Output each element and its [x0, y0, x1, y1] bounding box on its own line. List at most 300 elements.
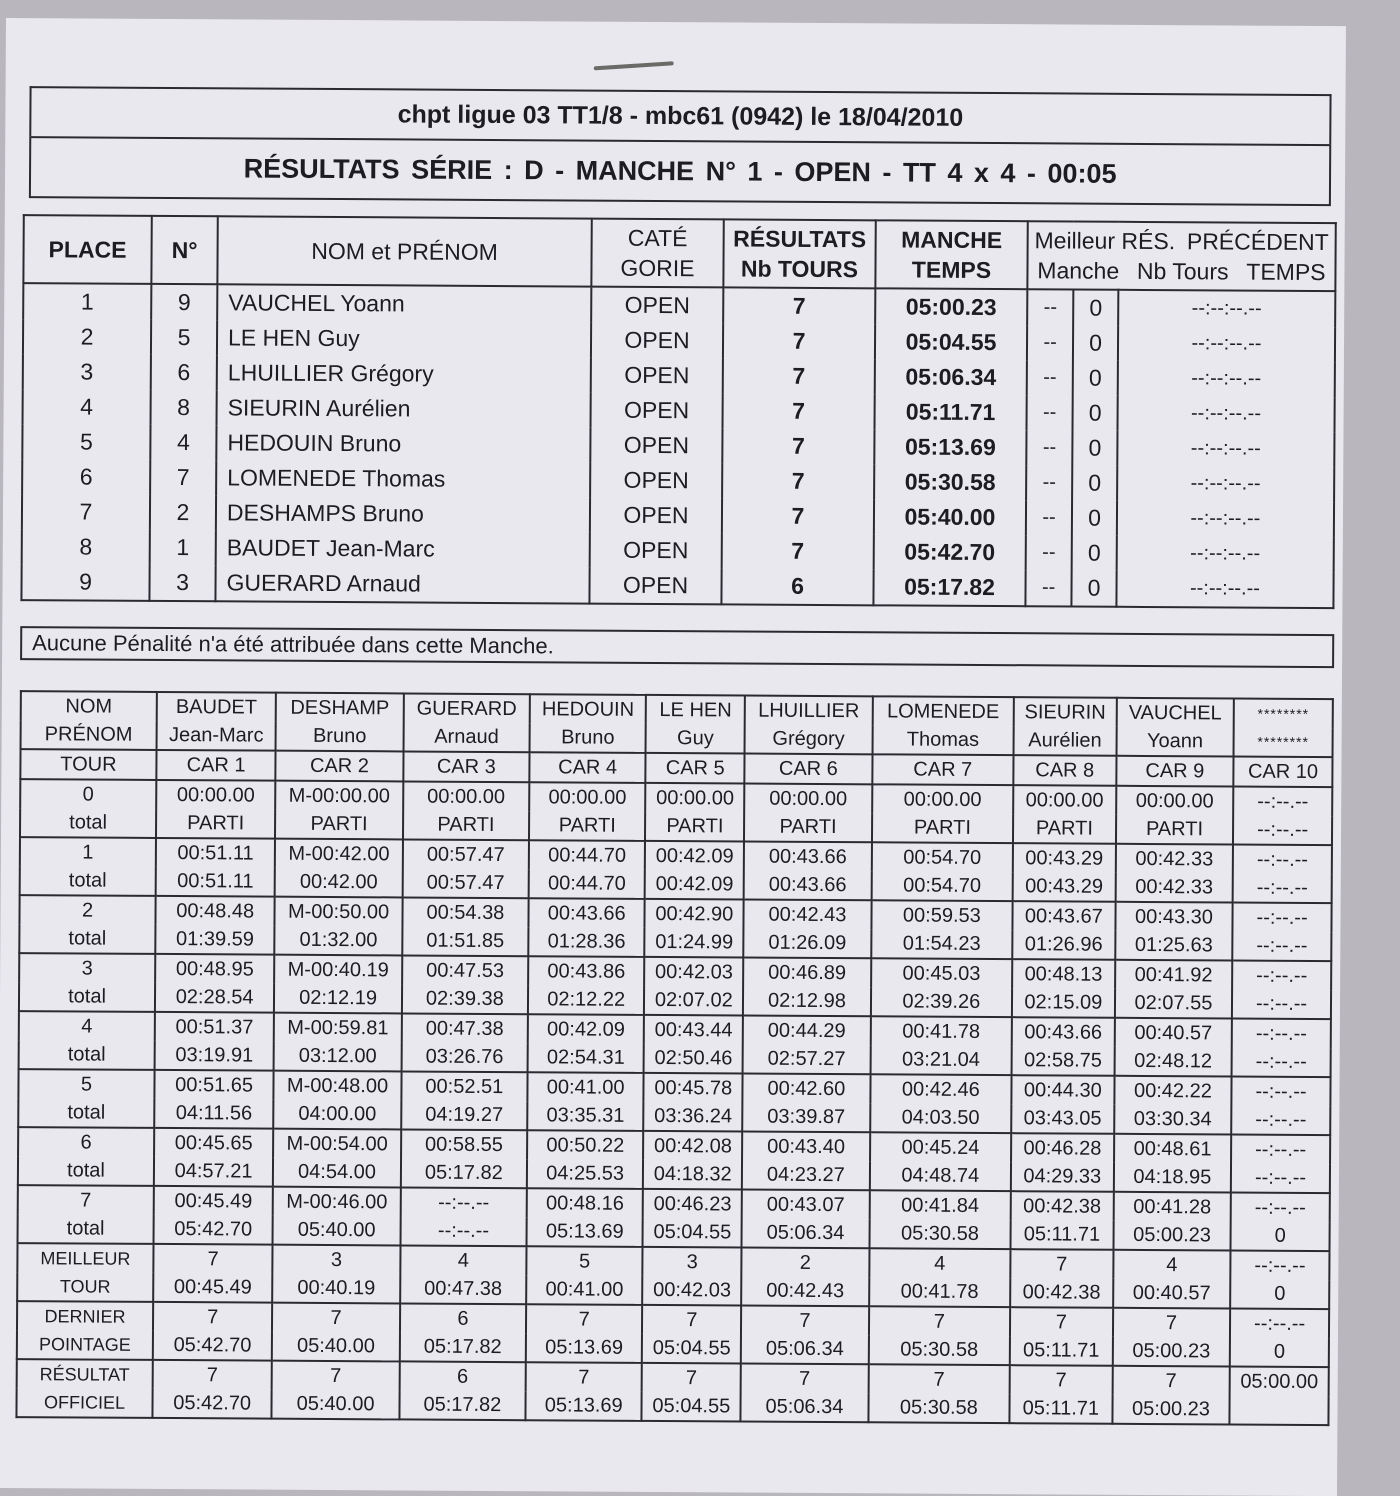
place-cell: 1 [23, 283, 151, 320]
lap-total: 0 [1231, 1222, 1330, 1252]
lap-time: 00:43.40 [742, 1132, 870, 1162]
lap-time: 00:42.22 [1114, 1076, 1232, 1106]
lap-sublabel: total [19, 924, 155, 954]
best-tours-cell: 0 [1072, 501, 1117, 536]
lap-time: --:--.-- [1230, 1309, 1329, 1339]
lap-time: --:--.-- [1231, 1251, 1330, 1281]
lap-time: 00:43.66 [528, 898, 645, 928]
penalty-note: Aucune Pénalité n'a été attribuée dans cette Manche. [20, 626, 1334, 668]
lap-total: 05:00.23 [1113, 1221, 1231, 1251]
driver-firstname: ******** [1234, 728, 1333, 758]
lap-total: 05:06.34 [742, 1219, 870, 1249]
lap-total: 01:51.85 [402, 926, 528, 956]
lap-total: 04:57.21 [154, 1157, 273, 1187]
lap-time: 7 [272, 1361, 400, 1391]
place-cell: 9 [21, 564, 149, 601]
lap-time: 00:48.16 [527, 1188, 644, 1218]
lap-total: 05:06.34 [741, 1393, 869, 1423]
lap-time: 00:00.00 [872, 784, 1013, 814]
lap-time: 00:47.38 [402, 1013, 528, 1043]
lap-time: 4 [869, 1248, 1010, 1278]
lap-total: 05:40.00 [273, 1216, 401, 1246]
lap-total: 00:42.00 [275, 868, 403, 898]
lap-time: 4 [1113, 1250, 1231, 1280]
lap-total: PARTI [645, 812, 744, 842]
lap-time: 7 [642, 1363, 741, 1393]
tours-cell: 7 [723, 323, 875, 359]
lap-total: PARTI [872, 813, 1013, 843]
lap-time: 7 [526, 1362, 643, 1392]
col-place: PLACE [23, 215, 151, 284]
lap-time: 00:45.24 [870, 1132, 1011, 1162]
driver-firstname: Bruno [529, 723, 646, 753]
lap-label: 5 [18, 1069, 154, 1099]
lap-time: 7 [1113, 1308, 1231, 1338]
lap-time: --:--.-- [1233, 787, 1332, 817]
lap-time: 00:43.07 [742, 1190, 870, 1220]
nom-header: NOM [21, 691, 157, 721]
lap-time: 7 [1112, 1366, 1230, 1396]
place-cell: 6 [22, 459, 150, 495]
lap-time: 6 [400, 1303, 526, 1333]
lap-time: 00:00.00 [403, 781, 529, 811]
driver-firstname: Thomas [872, 725, 1013, 755]
lap-total: --:--.-- [1233, 816, 1332, 846]
lap-time: 00:42.46 [870, 1074, 1011, 1104]
lap-total: 04:23.27 [742, 1161, 870, 1191]
lap-time: 00:45.49 [154, 1186, 273, 1216]
number-cell: 7 [150, 460, 216, 495]
car-label: CAR 9 [1116, 756, 1234, 787]
lap-time: 00:43.30 [1115, 902, 1233, 932]
lap-total: 05:30.58 [868, 1393, 1009, 1423]
lap-total: 04:48.74 [870, 1161, 1011, 1191]
lap-time: 00:45.03 [871, 958, 1012, 988]
lap-time: 3 [273, 1245, 401, 1275]
lap-total: 0 [1230, 1280, 1329, 1310]
lap-total: 00:40.19 [272, 1274, 400, 1304]
col-best-manche: Manche [1037, 257, 1120, 284]
lap-time: 00:44.70 [529, 840, 646, 870]
lap-total: 0 [1230, 1338, 1329, 1368]
lap-time: 00:54.70 [872, 842, 1013, 872]
lap-time: 3 [643, 1247, 742, 1277]
lap-label: RÉSULTAT [17, 1359, 153, 1389]
lap-total: 03:43.05 [1011, 1104, 1114, 1134]
category-cell: OPEN [590, 533, 722, 569]
col-category-2: GORIE [620, 254, 695, 282]
best-time-cell: --:--:--.-- [1117, 396, 1334, 432]
lap-time: 7 [642, 1305, 741, 1335]
lap-time: 00:45.78 [644, 1073, 743, 1103]
car-label: CAR 6 [745, 754, 873, 785]
best-time-cell: --:--:--.-- [1117, 536, 1334, 572]
lap-time: 7 [153, 1244, 272, 1274]
lap-time: 00:43.29 [1013, 843, 1116, 873]
lap-label: 0 [20, 779, 156, 809]
lap-label: 2 [19, 895, 155, 925]
lap-total: 04:54.00 [273, 1158, 401, 1188]
driver-firstname: Bruno [276, 722, 404, 752]
lap-label: 3 [19, 953, 155, 983]
car-label: CAR 8 [1013, 755, 1116, 786]
lap-sublabel: total [18, 1098, 154, 1128]
laps-table [15, 690, 1333, 1426]
driver-firstname: Guy [646, 724, 745, 754]
lap-total: PARTI [403, 810, 529, 840]
best-time-cell: --:--:--.-- [1118, 361, 1335, 397]
car-label: CAR 4 [529, 752, 646, 783]
col-resultats: RÉSULTATS [733, 225, 867, 253]
lap-total: 05:40.00 [272, 1390, 400, 1420]
lap-time: 00:51.65 [154, 1070, 273, 1100]
lap-total: 05:04.55 [642, 1392, 741, 1422]
lap-total: 04:00.00 [274, 1100, 402, 1130]
best-time-cell: --:--:--.-- [1117, 466, 1334, 502]
lap-time: 00:59.53 [871, 900, 1012, 930]
lap-time: 00:46.23 [643, 1189, 742, 1219]
driver-lastname: GUERARD [404, 693, 530, 723]
driver-lastname: VAUCHEL [1116, 698, 1234, 728]
best-tours-cell: 0 [1073, 290, 1118, 326]
lap-total: 00:43.66 [744, 871, 872, 901]
lap-total: 01:24.99 [645, 928, 744, 958]
best-manche-cell: -- [1026, 465, 1072, 500]
category-cell: OPEN [591, 323, 723, 359]
lap-time: --:--.-- [1232, 961, 1331, 991]
lap-total: 00:42.33 [1115, 873, 1233, 903]
lap-time: 00:46.28 [1011, 1133, 1114, 1163]
col-best-tours: Nb Tours [1136, 257, 1229, 285]
time-cell: 05:40.00 [874, 499, 1026, 535]
lap-time: 00:00.00 [1013, 785, 1116, 815]
tours-cell: 7 [723, 287, 875, 324]
driver-lastname: LHUILLIER [745, 696, 873, 726]
lap-total: 05:42.70 [153, 1331, 272, 1361]
lap-time: 7 [153, 1302, 272, 1332]
name-cell: LE HEN Guy [217, 320, 591, 357]
driver-firstname: Arnaud [403, 722, 529, 752]
category-cell: OPEN [591, 287, 723, 324]
tours-cell: 7 [722, 533, 874, 569]
number-cell: 2 [150, 495, 216, 530]
series-title: RÉSULTATS SÉRIE : D - MANCHE N° 1 - OPEN - TT 4 x 4 - 00:05 [29, 136, 1331, 206]
lap-total: 05:17.82 [399, 1390, 525, 1420]
lap-time: 00:51.11 [156, 838, 275, 868]
lap-total: --:--.-- [1231, 1164, 1330, 1194]
best-tours-cell: 0 [1073, 396, 1118, 431]
lap-total: 02:57.27 [743, 1045, 871, 1075]
lap-time: 7 [869, 1306, 1010, 1336]
lap-sublabel: total [19, 982, 155, 1012]
lap-total: 03:26.76 [401, 1042, 527, 1072]
lap-time: --:--.-- [1233, 903, 1332, 933]
tours-cell: 7 [723, 393, 875, 429]
lap-time: 00:50.22 [527, 1130, 644, 1160]
lap-time: 00:42.90 [645, 899, 744, 929]
driver-firstname: Grégory [745, 725, 873, 755]
time-cell: 05:13.69 [874, 429, 1026, 465]
lap-time: --:--.-- [1232, 1019, 1331, 1049]
lap-total: 01:26.96 [1012, 930, 1115, 960]
lap-total: 02:54.31 [528, 1043, 645, 1073]
lap-sublabel: total [18, 1156, 154, 1186]
lap-total: 05:11.71 [1010, 1336, 1113, 1366]
lap-time: M-00:50.00 [275, 897, 403, 927]
lap-total: 02:48.12 [1114, 1047, 1232, 1077]
lap-total: 01:39.59 [155, 925, 274, 955]
best-manche-cell: -- [1027, 289, 1073, 325]
category-cell: OPEN [589, 568, 721, 605]
lap-total: 00:47.38 [400, 1274, 526, 1304]
lap-total: 00:43.29 [1013, 872, 1116, 902]
lap-time: --:--.-- [1231, 1193, 1330, 1223]
place-cell: 3 [23, 354, 151, 390]
lap-time: 00:42.33 [1116, 844, 1234, 874]
best-manche-cell: -- [1026, 535, 1072, 570]
lap-time: 7 [1010, 1365, 1113, 1395]
lap-total: 05:17.82 [401, 1158, 527, 1188]
car-label: CAR 7 [872, 754, 1013, 785]
lap-time: 7 [272, 1303, 400, 1333]
lap-time: M-00:46.00 [273, 1187, 401, 1217]
number-cell: 4 [150, 425, 216, 460]
tours-cell: 7 [722, 498, 874, 534]
lap-time: 00:41.84 [869, 1190, 1010, 1220]
lap-time: 00:42.09 [528, 1014, 645, 1044]
lap-time: 00:41.28 [1113, 1192, 1231, 1222]
lap-time: 7 [153, 1360, 272, 1390]
lap-total: PARTI [1013, 814, 1116, 844]
lap-time: 00:42.38 [1011, 1191, 1114, 1221]
lap-time: 7 [868, 1364, 1009, 1394]
lap-total: PARTI [744, 813, 872, 843]
lap-time: 4 [400, 1245, 526, 1275]
lap-total: 00:41.78 [869, 1277, 1010, 1307]
name-cell: BAUDET Jean-Marc [216, 530, 590, 567]
time-cell: 05:11.71 [875, 394, 1027, 430]
lap-total: --:--.-- [1233, 874, 1332, 904]
time-cell: 05:42.70 [874, 534, 1026, 570]
best-manche-cell: -- [1025, 570, 1071, 606]
name-cell: SIEURIN Aurélien [217, 390, 591, 427]
lap-total: PARTI [156, 809, 275, 839]
lap-total: 01:32.00 [275, 926, 403, 956]
lap-total: 05:00.23 [1113, 1337, 1231, 1367]
lap-time: 7 [741, 1306, 869, 1336]
lap-total: 00:41.00 [526, 1275, 643, 1305]
number-cell: 6 [151, 355, 217, 390]
lap-sublabel: total [19, 1040, 155, 1070]
lap-time: 00:46.89 [743, 958, 871, 988]
driver-firstname: Aurélien [1013, 726, 1116, 756]
tours-cell: 7 [723, 358, 875, 394]
category-cell: OPEN [591, 393, 723, 429]
lap-sublabel: total [20, 808, 156, 838]
result-row [21, 564, 1333, 608]
lap-total: 05:30.58 [869, 1335, 1010, 1365]
lap-time: 5 [526, 1246, 643, 1276]
name-cell: HEDOUIN Bruno [216, 425, 590, 462]
event-title: chpt ligue 03 TT1/8 - mbc61 (0942) le 18/04/2010 [29, 86, 1331, 144]
lap-total: 04:25.53 [527, 1159, 644, 1189]
lap-time: 00:42.03 [645, 957, 744, 987]
best-manche-cell: -- [1027, 360, 1073, 395]
car-label: CAR 10 [1234, 757, 1333, 788]
name-cell: GUERARD Arnaud [215, 565, 589, 603]
lap-total: 05:40.00 [272, 1332, 400, 1362]
lap-total: 04:11.56 [154, 1099, 273, 1129]
lap-total: 05:13.69 [526, 1217, 643, 1247]
place-cell: 2 [23, 319, 151, 355]
lap-time: 7 [1010, 1249, 1113, 1279]
number-cell: 9 [151, 284, 217, 320]
best-time-cell: --:--:--.-- [1117, 431, 1334, 467]
best-time-cell: --:--:--.-- [1116, 571, 1333, 608]
lap-sublabel: OFFICIEL [16, 1388, 152, 1418]
tours-cell: 7 [722, 463, 874, 499]
lap-total: 03:35.31 [527, 1101, 644, 1131]
lap-total: 02:12.98 [743, 987, 871, 1017]
lap-total: 02:07.02 [644, 986, 743, 1016]
lap-time: 00:47.53 [402, 955, 528, 985]
car-label: CAR 5 [646, 753, 745, 784]
lap-time: 00:48.95 [155, 954, 274, 984]
lap-label: MEILLEUR [17, 1243, 153, 1273]
lap-total: 02:07.55 [1115, 989, 1233, 1019]
lap-sublabel: total [20, 866, 156, 896]
col-category-1: CATÉ [627, 224, 688, 252]
lap-time: 00:00.00 [744, 784, 872, 814]
lap-total: 05:13.69 [525, 1391, 642, 1421]
results-table [20, 214, 1336, 609]
category-cell: OPEN [590, 463, 722, 499]
time-cell: 05:04.55 [875, 324, 1027, 360]
lap-total: 03:12.00 [274, 1042, 402, 1072]
lap-total: 05:06.34 [741, 1335, 869, 1365]
lap-total: --:--.-- [400, 1216, 526, 1246]
lap-time: 00:48.61 [1114, 1134, 1232, 1164]
lap-label: 6 [18, 1127, 154, 1157]
lap-time: 00:48.48 [155, 896, 274, 926]
lap-total: 01:28.36 [528, 927, 645, 957]
best-time-cell: --:--:--.-- [1118, 290, 1335, 327]
lap-time: 00:00.00 [646, 783, 745, 813]
col-best: Meilleur RÉS. [1034, 227, 1176, 255]
lap-total: 03:19.91 [155, 1041, 274, 1071]
lap-total: 05:30.58 [869, 1219, 1010, 1249]
col-res-tours [723, 219, 875, 288]
col-best-prev [1027, 221, 1335, 291]
lap-time: 7 [526, 1304, 643, 1334]
lap-label: DERNIER [17, 1301, 153, 1331]
lap-time: --:--.-- [401, 1187, 527, 1217]
lap-time: 00:00.00 [1116, 786, 1234, 816]
lap-total: PARTI [529, 811, 646, 841]
driver-lastname: LOMENEDE [872, 696, 1013, 726]
category-cell: OPEN [590, 498, 722, 534]
lap-total: 00:45.49 [153, 1273, 272, 1303]
driver-lastname: ******** [1234, 699, 1333, 729]
time-cell: 05:00.23 [875, 288, 1027, 325]
car-label: CAR 3 [403, 751, 529, 782]
driver-lastname: LE HEN [646, 695, 745, 725]
lap-total: 00:51.11 [156, 867, 275, 897]
lap-time: 05:00.00 [1230, 1367, 1329, 1397]
lap-time: 00:45.65 [154, 1128, 273, 1158]
lap-total: 03:30.34 [1114, 1105, 1232, 1135]
lap-time: 00:00.00 [529, 782, 646, 812]
lap-total: 02:12.22 [528, 985, 645, 1015]
tours-cell: 7 [722, 428, 874, 464]
driver-lastname: DESHAMP [276, 693, 404, 723]
lap-total: 05:42.70 [154, 1215, 273, 1245]
lap-time: M-00:00.00 [275, 781, 403, 811]
col-best-temps: TEMPS [1246, 258, 1326, 286]
lap-time: 00:43.66 [1012, 1017, 1115, 1047]
best-tours-cell: 0 [1072, 466, 1117, 501]
lap-total: 05:00.23 [1112, 1395, 1230, 1425]
category-cell: OPEN [591, 358, 723, 394]
lap-total: 05:17.82 [400, 1332, 526, 1362]
lap-time: 00:52.51 [401, 1071, 527, 1101]
number-cell: 5 [151, 320, 217, 355]
lap-time: 00:00.00 [156, 780, 275, 810]
best-tours-cell: 0 [1072, 571, 1117, 607]
place-cell: 5 [22, 424, 150, 460]
lap-total: PARTI [275, 810, 403, 840]
lap-time: 6 [399, 1361, 525, 1391]
best-manche-cell: -- [1026, 500, 1072, 535]
lap-total: 04:18.95 [1114, 1163, 1232, 1193]
tours-cell: 6 [721, 568, 873, 605]
lap-total: 00:42.43 [741, 1277, 869, 1307]
lap-total: --:--.-- [1231, 1106, 1330, 1136]
lap-total: 02:12.19 [274, 984, 402, 1014]
col-prev: PRÉCÉDENT [1186, 228, 1329, 256]
driver-lastname: SIEURIN [1014, 697, 1117, 727]
car-label: CAR 1 [156, 750, 275, 781]
place-cell: 4 [23, 389, 151, 425]
best-manche-cell: -- [1027, 325, 1073, 360]
best-tours-cell: 0 [1073, 326, 1118, 361]
lap-total: 04:03.50 [870, 1103, 1011, 1133]
best-tours-cell: 0 [1073, 361, 1118, 396]
tour-header: TOUR [20, 749, 156, 780]
lap-time: --:--.-- [1233, 845, 1332, 875]
best-manche-cell: -- [1027, 395, 1073, 430]
lap-total: 04:19.27 [401, 1100, 527, 1130]
lap-total: 01:26.09 [743, 929, 871, 959]
name-cell: LOMENEDE Thomas [216, 460, 590, 497]
col-number: N° [151, 216, 217, 284]
driver-firstname: Yoann [1116, 727, 1234, 757]
name-cell: LHUILLIER Grégory [217, 355, 591, 392]
lap-total: 04:18.32 [643, 1160, 742, 1190]
lap-total: 00:40.57 [1113, 1279, 1231, 1309]
best-tours-cell: 0 [1073, 431, 1118, 466]
number-cell: 1 [150, 530, 216, 565]
number-cell: 3 [149, 565, 215, 601]
lap-total: 00:44.70 [529, 869, 646, 899]
lap-time: 7 [1010, 1307, 1113, 1337]
lap-total: 05:04.55 [642, 1334, 741, 1364]
lap-label: 4 [19, 1011, 155, 1041]
lap-time: 00:40.57 [1114, 1018, 1232, 1048]
col-temps: TEMPS [911, 256, 992, 284]
lap-sublabel: TOUR [17, 1272, 153, 1302]
best-manche-cell: -- [1026, 430, 1072, 465]
